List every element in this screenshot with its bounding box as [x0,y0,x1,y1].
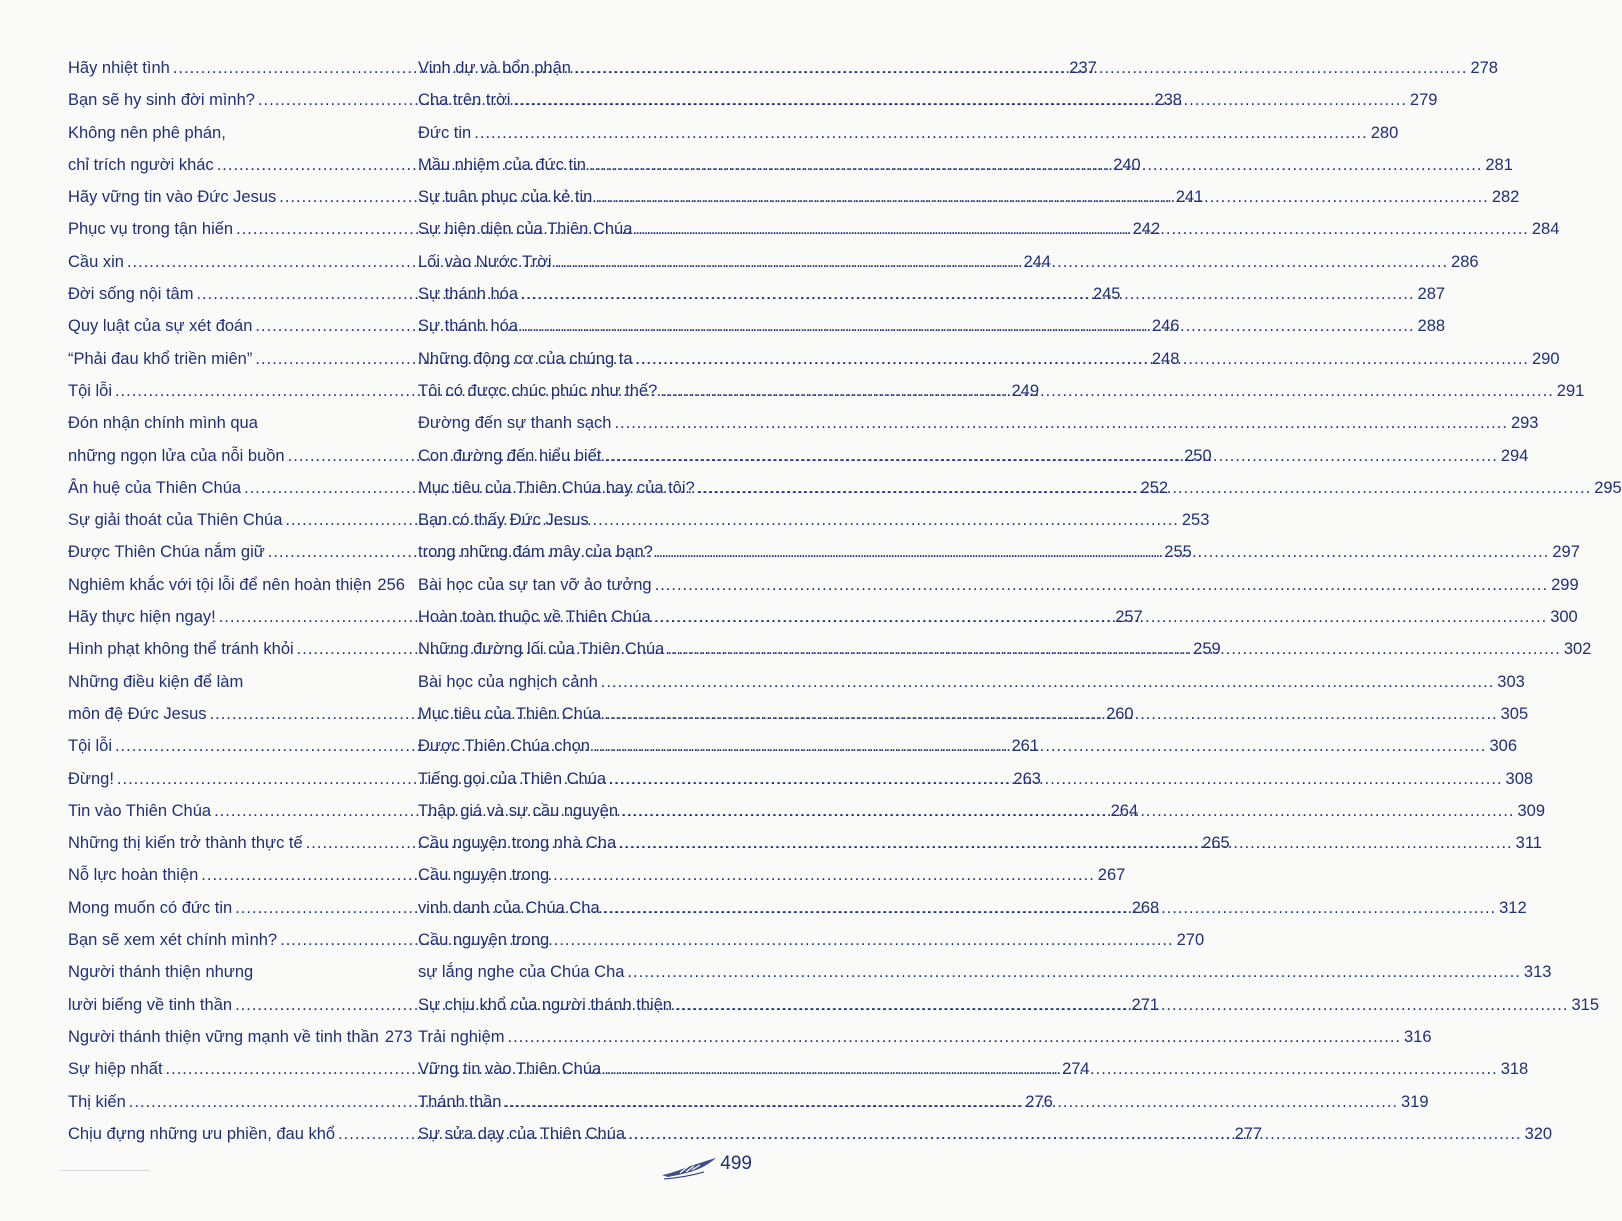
toc-entry-title: Vững tin vào Thiên Chúa [418,1060,602,1079]
toc-entry-page-number: 316 [1404,1027,1432,1046]
toc-entry-title: Sự sửa dạy của Thiên Chúa [418,1124,626,1143]
toc-entry-page-number: 295 [1594,478,1622,497]
toc-entry-title: Sự hiện diện của Thiên Chúa [418,220,633,239]
dot-leader [698,472,1591,504]
toc-entry-title: Tin vào Thiên Chúa [68,801,212,820]
toc-entry-line [418,956,1552,988]
toc-entry-title: Sự thánh hóa [418,317,519,336]
toc-entry-title: Con đường đến hiểu biết [418,446,602,465]
dot-leader [660,375,1553,407]
toc-entry [418,117,1399,149]
toc-entry-page-number: 280 [1370,123,1399,142]
dot-leader [656,536,1549,568]
toc-entry-page-number: 238 [1154,91,1182,110]
toc-entry-page-number: 290 [1532,349,1560,368]
toc-entry-title: Đời sống nội tâm [68,285,194,304]
toc-entry-title: Bạn sẽ hy sinh đời mình? [68,91,255,110]
toc-entry-title: Chịu đựng những ưu phiền, đau khổ [68,1124,336,1143]
toc-entry-title: Hoàn toàn thuộc về Thiên Chúa [418,608,651,627]
page-footer [660,1147,760,1187]
dot-leader [627,956,1520,988]
toc-entry-title: Ân huệ của Thiên Chúa [68,478,242,497]
toc-entry-line [418,569,1579,601]
toc-entry-title: Cầu nguyện trong [418,866,550,885]
toc-entry-title: Được Thiên Chúa chọn [418,737,590,756]
toc-entry-line [418,666,1525,698]
toc-entry-page-number: 309 [1517,801,1546,820]
toc-entry-page-number: 244 [1023,252,1051,271]
toc-entry-page-number: 315 [1571,995,1600,1014]
dot-leader [603,892,1496,924]
toc-entry-line [68,117,398,149]
toc-entry-page-number: 253 [1181,511,1210,530]
toc-entry-title: Thị kiến [68,1092,126,1111]
toc-entry-title: Bạn sẽ xem xét chính mình? [68,931,278,950]
dot-leader [667,633,1560,665]
toc-entry-page-number: 308 [1505,769,1534,788]
page-number: 499 [720,1153,752,1174]
dot-leader [635,213,1528,245]
toc-entry-page-number: 270 [1176,931,1205,950]
toc-entry-page-number: 259 [1193,640,1221,659]
toc-entry-page-number: 278 [1470,59,1498,77]
toc-entry-title: Nghiêm khắc với tội lỗi để nên hoàn thiện [68,575,372,594]
toc-entry-title: Phục vụ trong tận hiến [68,220,234,239]
toc-entry-title: Không nên phê phán, [68,123,226,142]
toc-entry-title: Cầu nguyện trong nhà Cha [418,834,617,853]
toc-entry-page-number: 288 [1417,317,1446,336]
toc-entry-title: Đức tin [418,123,472,142]
toc-entry-page-number: 320 [1524,1124,1553,1143]
toc-entry-page-number: 242 [1132,220,1161,239]
toc-entry-title: Bài học của sự tan vỡ ảo tưởng [418,575,652,594]
toc-entry-line [418,504,752,536]
dot-leader [636,343,1529,375]
toc-entry-page-number: 300 [1550,608,1578,627]
toc-entry-line [68,569,405,601]
quill-ornament-icon [660,1155,718,1181]
toc-entry-page-number: 268 [1131,898,1160,917]
toc-entry-title: Tiếng gọi của Thiên Chúa [418,769,607,788]
toc-entry-line [418,1021,1432,1053]
toc-entry-title: Nỗ lực hoàn thiện [68,866,199,885]
toc-entry-title: Sự thánh hóa [418,285,519,304]
dot-leader [574,52,1467,84]
toc-entry-page-number: 299 [1551,575,1579,594]
toc-entry-page-number: 297 [1552,543,1580,562]
toc-entry-title: Hãy thực hiện ngay! [68,608,216,627]
dot-leader [521,310,1414,342]
toc-entry-title: Vinh dự và bổn phận [418,59,571,77]
toc-entry-title: Quy luật của sự xét đoán [68,317,253,336]
toc-entry-title: Mong muốn có đức tin [68,898,233,917]
toc-entry-title: Bài học của nghịch cảnh [418,672,598,691]
toc-entry-title: Cầu xin [68,252,124,271]
toc-entry-page-number: 261 [1011,737,1040,756]
toc-entry-title: Đón nhận chính mình qua [68,414,258,433]
dot-leader [675,989,1568,1021]
toc-entry-page-number: 293 [1510,414,1539,433]
dot-leader [504,1086,1397,1118]
dot-leader [604,440,1497,472]
toc-entry-title: Trải nghiệm [418,1027,505,1046]
dot-leader [655,569,1548,601]
toc-entry-title: Người thánh thiện nhưng [68,963,254,982]
toc-entry-line [68,956,398,988]
toc-entry-page-number: 318 [1500,1060,1529,1079]
toc-entry-page-number: 260 [1106,704,1134,723]
toc-entry-title: Hình phạt không thể tránh khỏi [68,640,294,659]
toc-entry-title: Hãy vững tin vào Đức Jesus [68,188,277,207]
toc-entry-title: Sự hiệp nhất [68,1060,163,1079]
toc-entry-title: Đừng! [68,769,114,788]
toc-entry-title: Tội lỗi [68,737,113,756]
toc-entry-title: trong những đám mây của bạn? [418,543,653,562]
toc-entry-page-number: 305 [1500,704,1529,723]
toc-entry-page-number: 250 [1184,446,1212,465]
toc-entry-title: Thánh thần [418,1092,502,1111]
toc-entry-page-number: 256 [377,575,405,594]
dot-leader [521,278,1414,310]
toc-entry-title: Người thánh thiện vững mạnh về tinh thần [68,1027,379,1046]
toc-entry-title: Bạn có thấy Đức Jesus [418,511,589,530]
toc-entry-page-number: 287 [1417,285,1446,304]
toc-entry-page-number: 252 [1140,478,1169,497]
dot-leader [609,763,1502,795]
toc-entry-page-number: 255 [1164,543,1192,562]
toc-entry-line [418,859,752,891]
toc-entry-title: Sự giải thoát của Thiên Chúa [68,511,283,530]
toc-entry-page-number: 303 [1497,672,1525,691]
toc-entry-title: “Phải đau khổ triền miên” [68,349,253,368]
toc-entry-page-number: 313 [1523,963,1552,982]
toc-entry-title: Được Thiên Chúa nắm giữ [68,543,265,562]
toc-entry-title: Những đường lối của Thiên Chúa [418,640,665,659]
footer-rule [60,1170,150,1171]
toc-entry-line [68,1021,413,1053]
toc-entry-line [68,407,398,439]
toc-entry-title: Sự chịu khổ của người thánh thiện [418,995,672,1014]
toc-entry-title: Những thị kiến trở thành thực tế [68,834,303,853]
toc-entry-page-number: 267 [1097,866,1126,885]
toc-entry-page-number: 282 [1491,188,1520,207]
toc-entry-page-number: 257 [1115,608,1143,627]
toc-entry-line [418,924,752,956]
dot-leader [601,666,1494,698]
toc-entry [68,569,405,601]
dot-leader [604,698,1497,730]
toc-entry-page-number: 241 [1175,188,1204,207]
toc-entry-title: Những điều kiện để làm [68,672,244,691]
toc-entry-title: Những động cơ của chúng ta [418,349,633,368]
toc-entry-page-number: 276 [1025,1092,1053,1111]
toc-entry-page-number: 281 [1485,155,1513,174]
toc-entry-page-number: 311 [1515,834,1542,853]
toc-entry-page-number: 284 [1531,220,1560,239]
dot-leader [621,795,1514,827]
toc-entry-page-number: 237 [1069,59,1097,77]
toc-entry-line [418,407,1539,439]
toc-entry [418,569,1579,601]
toc-entry-page-number: 277 [1234,1124,1263,1143]
dot-leader [619,827,1512,859]
toc-entry-title: vinh danh của Chúa Cha [418,898,600,917]
toc-entry-page-number: 279 [1409,91,1438,110]
toc-entry-title: Đường đến sự thanh sạch [418,414,612,433]
toc-entry-page-number: 240 [1113,155,1141,174]
toc-entry-page-number: 286 [1451,252,1479,271]
dot-leader [589,149,1482,181]
dot-leader [604,1053,1497,1085]
toc-entry-page-number: 306 [1489,737,1518,756]
dot-leader [654,601,1547,633]
dot-leader [474,117,1367,149]
toc-entry-page-number: 264 [1110,801,1139,820]
dot-leader [595,181,1488,213]
toc-entry-title: Cha trên trời [418,91,511,110]
toc-entry-title: lười biếng về tinh thần [68,995,233,1014]
toc-entry-title: Hãy nhiệt tình [68,59,170,77]
toc-entry-page-number: 294 [1500,446,1529,465]
toc-entry-title: môn đệ Đức Jesus [68,704,207,723]
dot-leader [593,730,1486,762]
toc-entry-page-number: 271 [1131,995,1160,1014]
toc-entry [418,407,1539,439]
toc-entry-page-number: 312 [1499,898,1527,917]
toc-entry-page-number: 265 [1202,834,1230,853]
toc-entry-title: Mục tiêu của Thiên Chúa [418,704,602,723]
toc-entry-title: những ngọn lửa của nỗi buồn [68,446,285,465]
dot-leader [508,1021,1401,1053]
toc-entry-title: Mầu nhiệm của đức tin [418,155,586,174]
toc-entry-title: Tội lỗi [68,381,113,400]
toc-entry-title: Sự tuân phục của kẻ tin [418,188,593,207]
toc-entry [418,666,1525,698]
toc-entry [68,1021,413,1053]
dot-leader [555,246,1448,278]
dot-leader [628,1118,1521,1150]
toc-entry-page-number: 248 [1151,349,1180,368]
toc-entry-page-number: 273 [384,1027,413,1046]
toc-entry-line [68,666,398,698]
toc-entry-page-number: 291 [1556,381,1585,400]
toc-entry-title: chỉ trích người khác [68,155,214,174]
toc-entry-page-number: 319 [1400,1092,1429,1111]
dot-leader [614,407,1507,439]
toc-entry [418,1021,1432,1053]
toc-entry-page-number: 245 [1092,285,1121,304]
toc-entry-title: Mục tiêu của Thiên Chúa hay của tôi? [418,478,695,497]
toc-entry-page-number: 302 [1563,640,1592,659]
toc-entry-page-number: 263 [1013,769,1041,788]
toc-entry-title: Lối vào Nước Trời [418,252,552,271]
toc-entry-line [418,117,1399,149]
toc-entry-title: Thập giá và sự cầu nguyện [418,801,619,820]
dot-leader [513,84,1406,116]
toc-entry-title: Cầu nguyện trong [418,931,550,950]
toc-entry-title: sự lắng nghe của Chúa Cha [418,963,625,982]
toc-entry-page-number: 246 [1151,317,1180,336]
toc-entry-title: Tôi có được chúc phúc như thế? [418,381,658,400]
toc-entry-page-number: 274 [1062,1060,1090,1079]
toc-entry-page-number: 249 [1011,381,1040,400]
